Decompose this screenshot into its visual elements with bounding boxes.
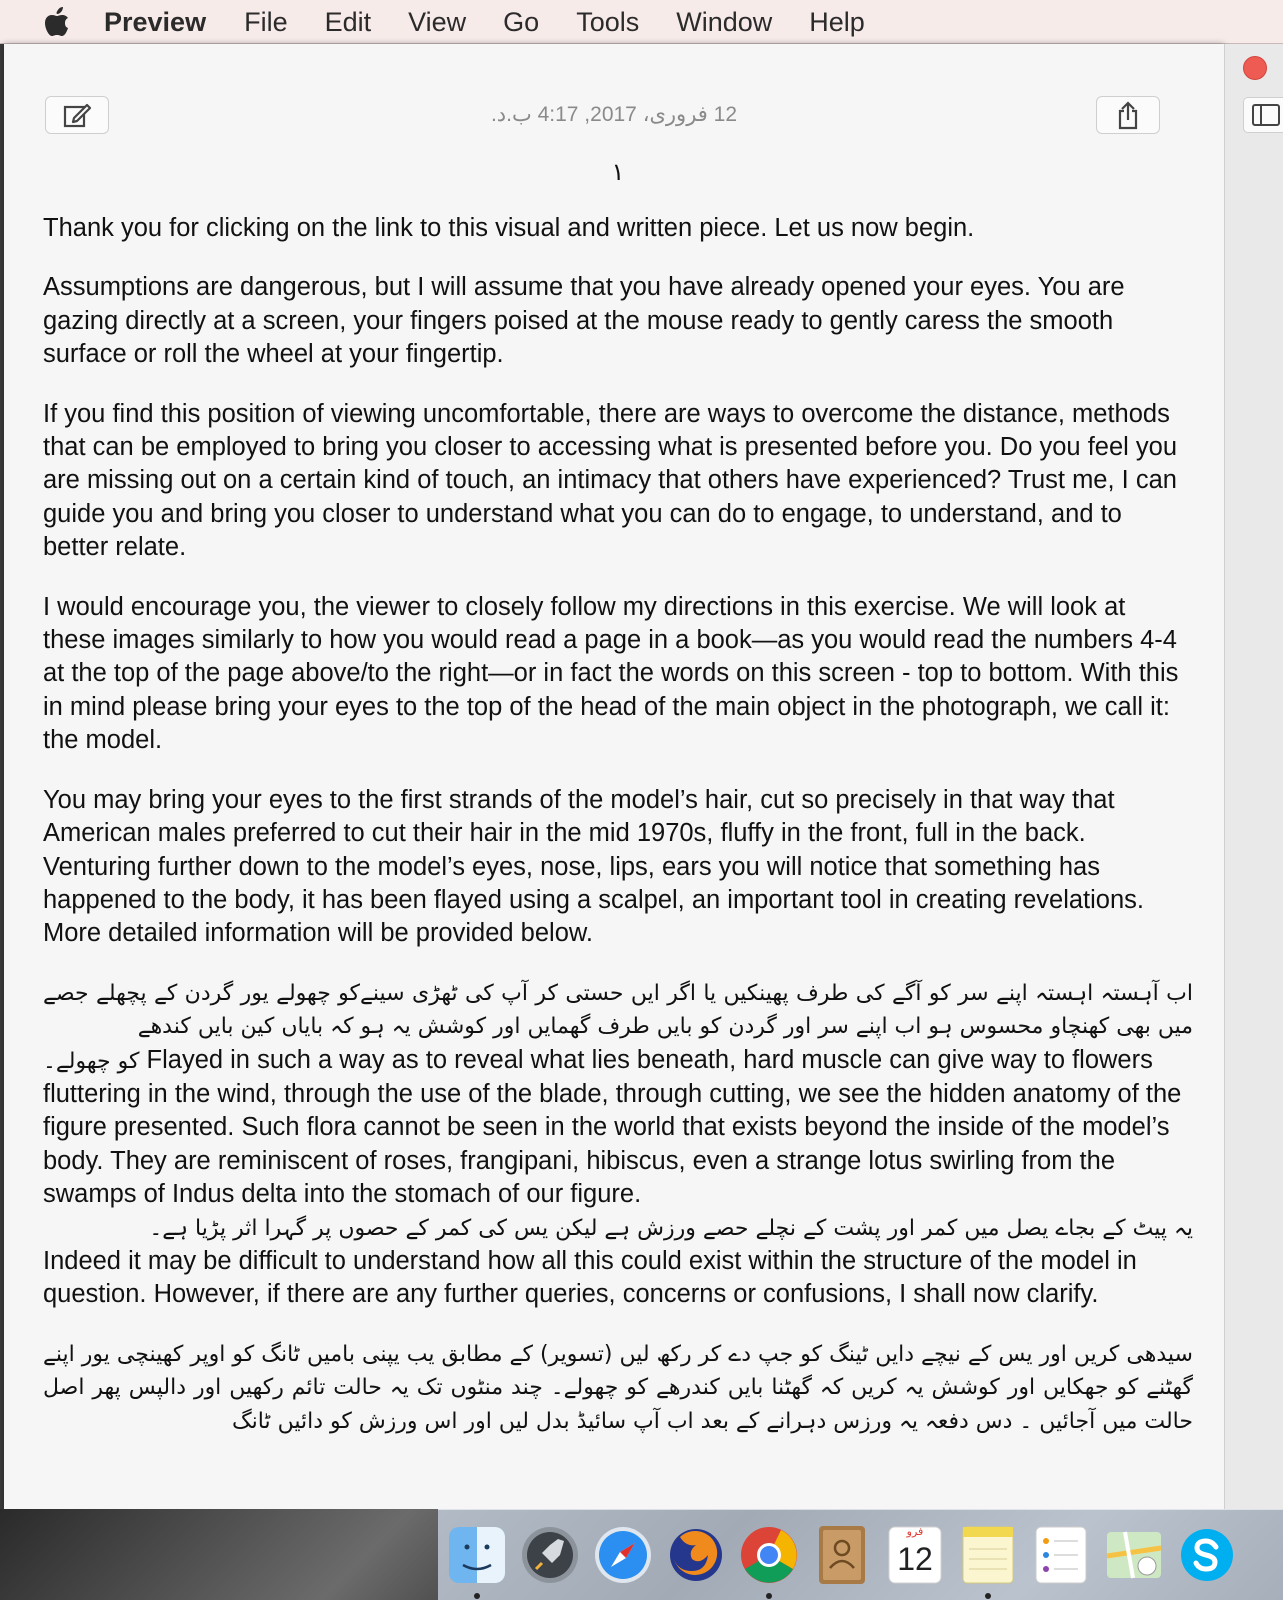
urdu-inline-ending: کو چھولے۔ xyxy=(43,1048,140,1074)
menu-help[interactable]: Help xyxy=(809,6,865,37)
running-indicator xyxy=(474,1593,480,1599)
background-window xyxy=(1224,44,1283,1509)
menu-bar xyxy=(0,0,1283,44)
safari-icon xyxy=(593,1525,653,1585)
maps-icon xyxy=(1105,1526,1163,1584)
menu-file[interactable]: File xyxy=(244,6,288,37)
apple-icon[interactable] xyxy=(38,7,76,37)
menu-view[interactable]: View xyxy=(408,6,467,37)
running-indicator xyxy=(985,1593,991,1599)
urdu-paragraph-2: یہ پیٹ کے بجاے یصل میں کمر اور پشت کے نچلے حصے ورزش ہے لیکن یس کی کمر کے حصوں پر گہرا اثر پڑیا ہے۔ xyxy=(149,1215,1193,1241)
dock-calendar[interactable] xyxy=(884,1521,946,1589)
dock-finder[interactable] xyxy=(446,1521,508,1589)
calendar-month: فرو xyxy=(906,1525,924,1538)
running-indicator xyxy=(766,1593,772,1599)
paragraph-4: I would encourage you, the viewer to closely follow my directions in this exercise. We will look at these images similarly to how you would read a page in a book—as you would read the numbers 4-4 at the top of the page above/to the right—or in fact the words on this screen - top to bottom. With this in mind please bring your eyes to the top of the head of the main object in the photograph, we call it: the model. xyxy=(43,592,1179,755)
share-icon xyxy=(1115,100,1141,130)
document-body[interactable] xyxy=(43,156,1193,1438)
firefox-icon xyxy=(666,1525,726,1585)
share-button[interactable] xyxy=(1096,96,1160,134)
calendar-day: 12 xyxy=(897,1541,933,1577)
dock-contacts[interactable] xyxy=(811,1521,873,1589)
paragraph-1: Thank you for clicking on the link to this visual and written piece. Let us now begin. xyxy=(43,214,975,242)
contacts-icon xyxy=(815,1524,869,1586)
dock-chrome[interactable] xyxy=(738,1521,800,1589)
notes-icon xyxy=(961,1525,1015,1585)
note-timestamp: 12 فروری، 2017, 4:17 ب.د. xyxy=(490,103,738,126)
dock-reminders[interactable] xyxy=(1030,1521,1092,1589)
chrome-icon xyxy=(739,1525,799,1585)
toolbar xyxy=(4,44,1224,154)
dock-safari[interactable] xyxy=(592,1521,654,1589)
page-number: ١ xyxy=(611,159,625,186)
document-window xyxy=(4,44,1224,1509)
menu-tools[interactable]: Tools xyxy=(576,6,640,37)
sidebar-toggle-button[interactable] xyxy=(1243,97,1283,133)
urdu-paragraph-1: اب آہستہ اہستہ اپنے سر کو آگے کی طرف پھینکیں یا اگر ایں حستی کر آپ کی ٹھڑی سینےکو چھولے یور گردن کے پچھلے جصے میں بھی کھنچاو محسوس ہو اب اپنے سر اور گردن کو بایں طرف گھمایں اور کوشش یہ ہو کہ بایاں کین بایں کندھے xyxy=(43,980,1193,1040)
dock-notes[interactable] xyxy=(957,1521,1019,1589)
paragraph-2: Assumptions are dangerous, but I will assume that you have already opened your eyes. You are gazing directly at a screen, your fingers poised at the mouse ready to gently caress the smooth surface or roll the wheel at your fingertip. xyxy=(43,273,1125,369)
menu-window[interactable]: Window xyxy=(676,6,773,37)
sidebar-toggle-icon xyxy=(1252,104,1280,126)
dock-launchpad[interactable] xyxy=(519,1521,581,1589)
paragraph-5: You may bring your eyes to the first strands of the model’s hair, cut so precisely in that way that American males preferred to cut their hair in the mid 1970s, fluffy in the front, full in the back. Venturing further down to the model’s eyes, nose, lips, ears you will notice that something has happened to the body, it has been flayed using a scalpel, an important tool in creating revelations. More detailed information will be provided below. xyxy=(43,785,1144,948)
dock xyxy=(438,1509,1283,1600)
menu-app-name[interactable]: Preview xyxy=(104,6,207,37)
dock-firefox[interactable] xyxy=(665,1521,727,1589)
paragraph-6 xyxy=(43,1044,1193,1212)
reminders-icon xyxy=(1034,1525,1088,1585)
dock-skype[interactable] xyxy=(1176,1521,1238,1589)
urdu-paragraph-3: سیدھی کریں اور یس کے نیچے دایں ٹینگ کو جپ دے کر رکھ لیں (تسویر) کے مطابق یب یپنی بامیں ٹانگ کو اوپر کھینچی یور اپنے گھٹنے کو جھکایں اور کوشش یہ کریں کہ گھٹنا بایں کندرھے کو چھولے۔ چند منٹوں تک یہ حالت تائم رکھیں اور دالپس پھر اصل حالت میں آجائیں ۔ دس دفعہ یہ ورزس دہرانے کے بعد اب آپ سائیڈ بدل لیں اور اس ورزش کو دائیں ٹانگ xyxy=(43,1341,1193,1434)
finder-icon xyxy=(447,1525,507,1585)
paragraph-3: If you find this position of viewing uncomfortable, there are ways to overcome the distance, methods that can be employed to bring you closer to accessing what is presented before you. Do you feel you are missing out on a certain kind of touch, an intimacy that others have experienced? Trust me, I can guide you and bring you closer to understand what you can do to engage, to understand, and to better relate. xyxy=(43,399,1178,562)
launchpad-icon xyxy=(520,1525,580,1585)
menu-edit[interactable]: Edit xyxy=(324,6,372,37)
paragraph-6-text: Flayed in such a way as to reveal what lies beneath, hard muscle can give way to flowers fluttering in the wind, through the use of the blade, through cutting, we see the hidden anatomy of the figure presented. Such flora cannot be seen in the world that exists beyond the inside of the model’s body. They are reminiscent of roses, frangipani, hibiscus, even a strange lotus swirling from the swamps of Indus delta into the stomach of our figure. xyxy=(43,1045,1182,1209)
skype-icon xyxy=(1177,1525,1237,1585)
paragraph-7: Indeed it may be difficult to understand how all this could exist within the structure of the model in question. However, if there are any further queries, concerns or confusions, I shall now clarify. xyxy=(43,1246,1137,1309)
menu-go[interactable]: Go xyxy=(503,6,540,37)
dock-maps[interactable] xyxy=(1103,1521,1165,1589)
close-button[interactable] xyxy=(1243,56,1267,80)
